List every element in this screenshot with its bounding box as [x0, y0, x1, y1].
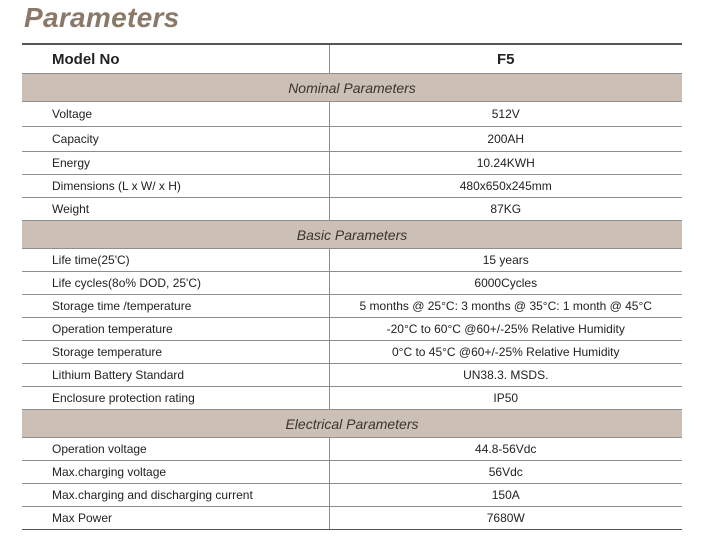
- table-row: [22, 127, 682, 152]
- table-row: [22, 507, 682, 530]
- parameters-table: [22, 43, 682, 530]
- table-row: [22, 249, 682, 272]
- row-label: Enclosure protection rating: [22, 387, 329, 410]
- row-value: UN38.3. MSDS.: [329, 364, 682, 387]
- row-label: Max.charging voltage: [22, 461, 329, 484]
- row-value: 6000Cycles: [329, 272, 682, 295]
- model-value: F5: [329, 44, 682, 74]
- table-header-row: [22, 44, 682, 74]
- row-value: 56Vdc: [329, 461, 682, 484]
- row-label: Voltage: [22, 102, 329, 127]
- table-row: [22, 484, 682, 507]
- row-label: Energy: [22, 152, 329, 175]
- section-title: Basic Parameters: [22, 221, 682, 249]
- row-value: -20°C to 60°C @60+/-25% Relative Humidity: [329, 318, 682, 341]
- table-row: [22, 198, 682, 221]
- table-row: [22, 438, 682, 461]
- row-value: 10.24KWH: [329, 152, 682, 175]
- row-value: 480x650x245mm: [329, 175, 682, 198]
- row-value: 15 years: [329, 249, 682, 272]
- row-label: Capacity: [22, 127, 329, 152]
- row-value: 5 months @ 25°C: 3 months @ 35°C: 1 month @ 45°C: [329, 295, 682, 318]
- table-row: [22, 461, 682, 484]
- section-title: Electrical Parameters: [22, 410, 682, 438]
- table-row: [22, 387, 682, 410]
- row-label: Storage temperature: [22, 341, 329, 364]
- table-row: [22, 272, 682, 295]
- row-label: Life time(25'C): [22, 249, 329, 272]
- row-label: Dimensions (L x W/ x H): [22, 175, 329, 198]
- row-label: Lithium Battery Standard: [22, 364, 329, 387]
- section-header-electrical: [22, 410, 682, 438]
- row-label: Life cycles(8o% DOD, 25'C): [22, 272, 329, 295]
- section-title: Nominal Parameters: [22, 74, 682, 102]
- table-row: [22, 295, 682, 318]
- row-label: Weight: [22, 198, 329, 221]
- row-value: IP50: [329, 387, 682, 410]
- table-row: [22, 318, 682, 341]
- table-row: [22, 102, 682, 127]
- table-row: [22, 175, 682, 198]
- row-value: 7680W: [329, 507, 682, 530]
- table-row: [22, 364, 682, 387]
- row-value: 44.8-56Vdc: [329, 438, 682, 461]
- row-value: 87KG: [329, 198, 682, 221]
- row-value: 0°C to 45°C @60+/-25% Relative Humidity: [329, 341, 682, 364]
- section-header-nominal: [22, 74, 682, 102]
- page-title: Parameters: [24, 2, 180, 33]
- row-value: 150A: [329, 484, 682, 507]
- model-label: Model No: [22, 44, 329, 74]
- row-label: Operation voltage: [22, 438, 329, 461]
- section-header-basic: [22, 221, 682, 249]
- row-value: 512V: [329, 102, 682, 127]
- row-label: Max Power: [22, 507, 329, 530]
- row-label: Max.charging and discharging current: [22, 484, 329, 507]
- table-row: [22, 341, 682, 364]
- row-label: Storage time /temperature: [22, 295, 329, 318]
- table-row: [22, 152, 682, 175]
- row-value: 200AH: [329, 127, 682, 152]
- row-label: Operation temperature: [22, 318, 329, 341]
